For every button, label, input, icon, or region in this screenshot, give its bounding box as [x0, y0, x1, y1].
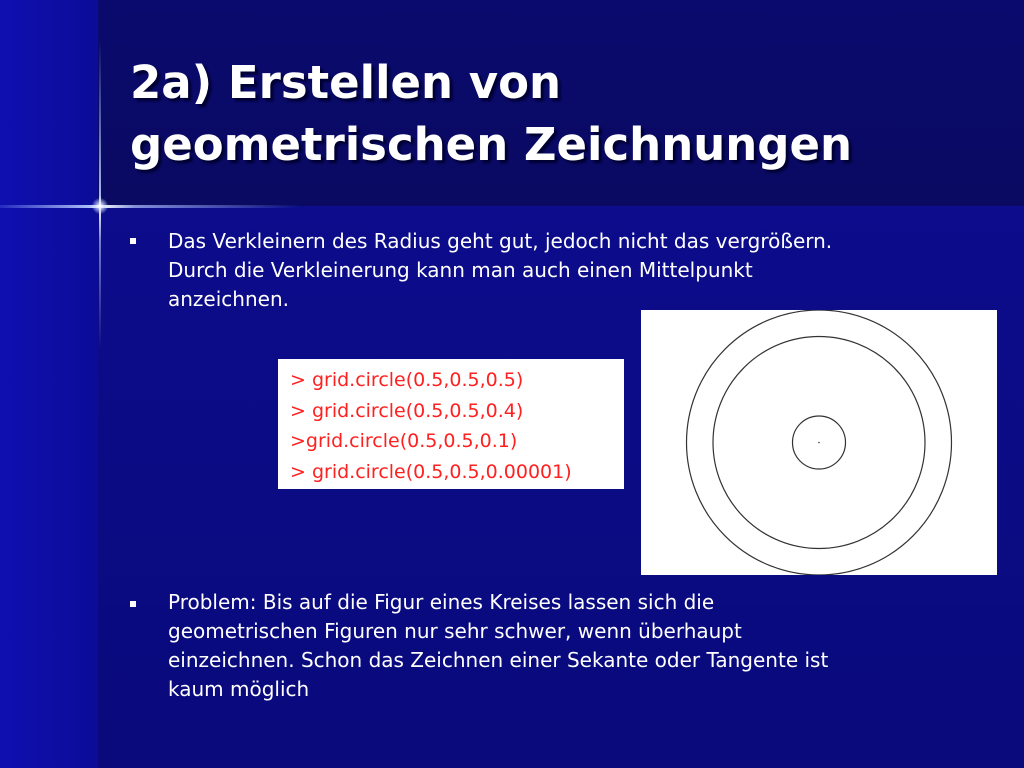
- title-line-2: geometrischen Zeichnungen: [130, 118, 853, 171]
- square-bullet-icon: [130, 601, 136, 607]
- circle-figure: [641, 310, 997, 575]
- slide-title: [130, 52, 1000, 176]
- code-line: > grid.circle(0.5,0.5,0.5): [290, 369, 524, 391]
- bullet-2-line-1: Problem: Bis auf die Figur eines Kreises lassen sich die: [168, 590, 715, 614]
- left-decorative-band: [0, 0, 98, 768]
- code-box: [278, 359, 624, 489]
- square-bullet-icon: [130, 238, 136, 244]
- title-line-1: 2a) Erstellen von: [130, 56, 562, 109]
- center-point: [818, 442, 820, 444]
- bullet-1-line-1: Das Verkleinern des Radius geht gut, jedoch nicht das vergrößern.: [168, 229, 833, 253]
- sparkle-icon: [92, 198, 108, 214]
- bullet-2-line-3: einzeichnen. Schon das Zeichnen einer Sekante oder Tangente ist: [168, 648, 829, 672]
- horizontal-accent-line: [0, 205, 300, 208]
- code-line: > grid.circle(0.5,0.5,0.00001): [290, 460, 572, 483]
- circles-plot: [641, 310, 997, 575]
- bullet-text-2: [168, 588, 968, 704]
- bullet-2-line-4: kaum möglich: [168, 677, 310, 701]
- bullet-1-line-2: Durch die Verkleinerung kann man auch einen Mittelpunkt: [168, 258, 753, 282]
- vertical-accent-line: [99, 40, 101, 350]
- code-line: > grid.circle(0.5,0.5,0.4): [290, 399, 524, 422]
- bullet-1-line-3: anzeichnen.: [168, 287, 289, 311]
- bullet-2-line-2: geometrischen Figuren nur sehr schwer, wenn überhaupt: [168, 619, 742, 643]
- code-line: >grid.circle(0.5,0.5,0.1): [290, 430, 518, 452]
- bullet-text-1: [168, 227, 968, 314]
